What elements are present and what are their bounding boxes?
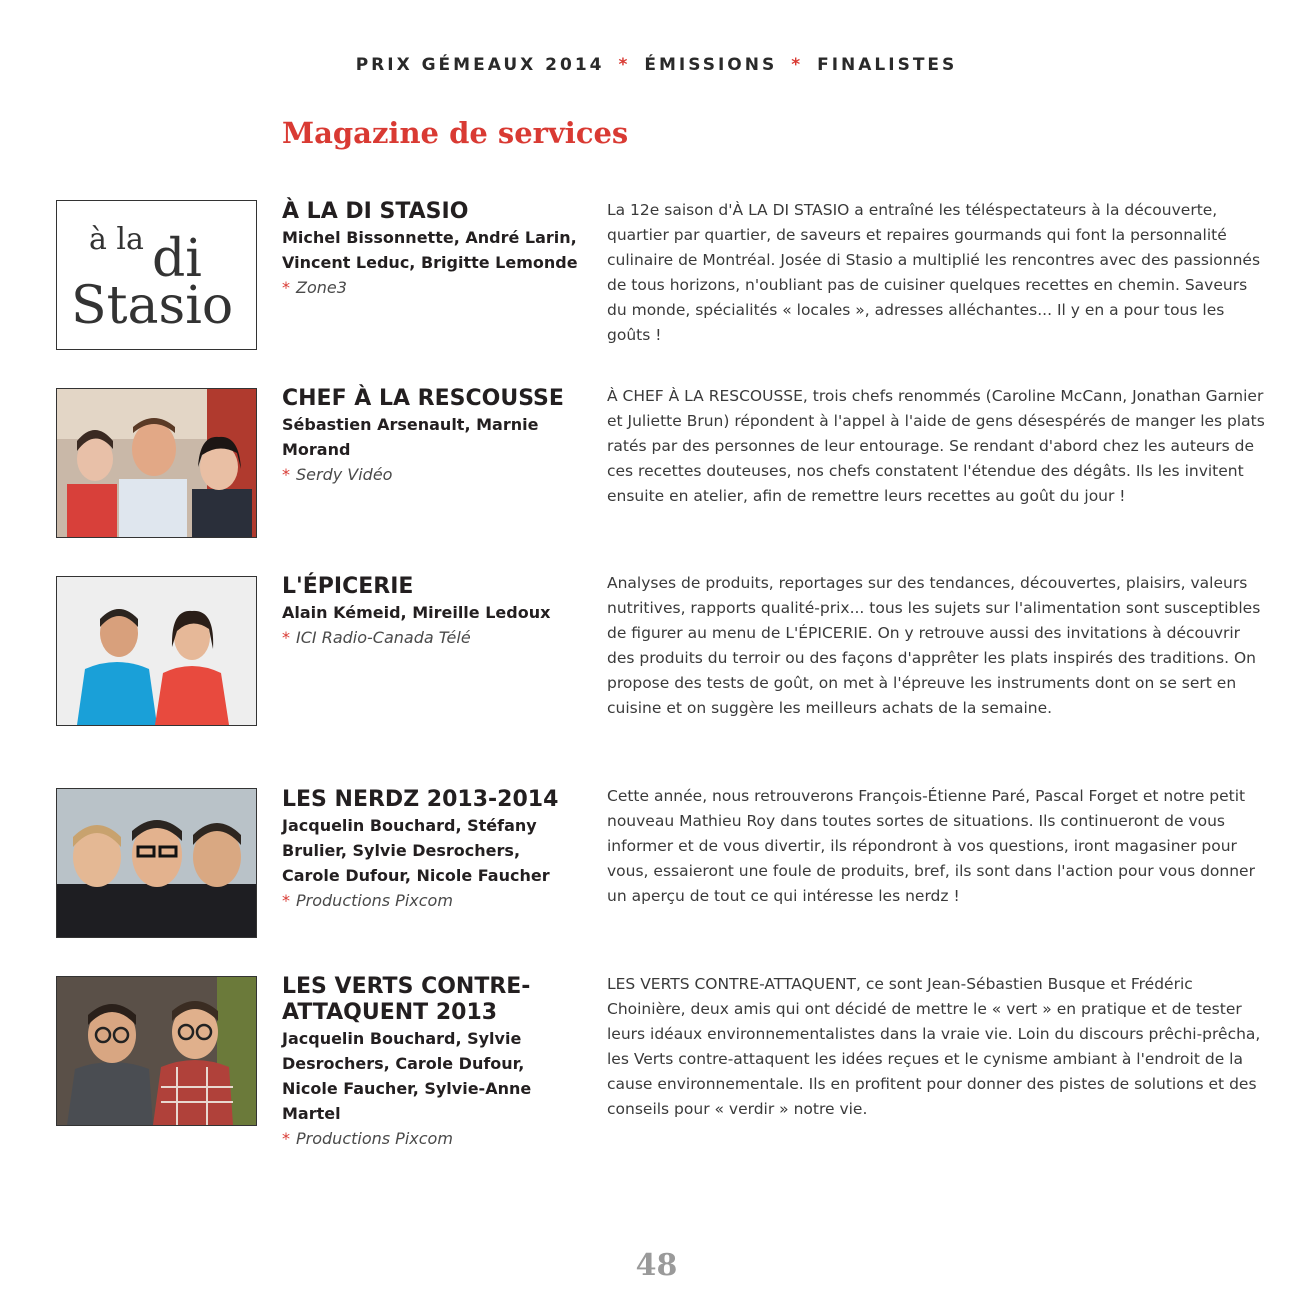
show-photo-les-nerdz bbox=[56, 788, 257, 938]
show-producer bbox=[282, 625, 582, 650]
show-description: À CHEF À LA RESCOUSSE, trois chefs renommés (Caroline McCann, Jonathan Garnier et Juliette Brun) répondent à l'appel à l'aide de gens désespérés de manger les plats ratés par des personnes de leur entourage. Se rendant d'abord chez les auteurs de ces recettes douteuses, nos chefs constatent l'étendue des dégâts. Ils les invitent ensuite en atelier, afin de remettre leurs recettes au goût du jour ! bbox=[607, 387, 1265, 505]
star-icon: * bbox=[282, 278, 290, 297]
show-title: LES VERTS CONTRE-ATTAQUENT 2013 bbox=[282, 974, 531, 1025]
show-photo-chef-a-la-rescousse bbox=[56, 388, 257, 538]
header-separator: * bbox=[791, 55, 804, 75]
show-logo-di-stasio bbox=[56, 200, 257, 350]
show-credits: Jacquelin Bouchard, Sylvie Desrochers, Carole Dufour, Nicole Faucher, Sylvie-Anne Martel bbox=[282, 1029, 532, 1123]
star-icon: * bbox=[282, 628, 290, 647]
show-description: Cette année, nous retrouverons François-Étienne Paré, Pascal Forget et notre petit nouveau Mathieu Roy dans toutes sortes de situations. Ils continueront de vous informer et de vous divertir, ils répondront à vos questions, iront magasiner pour vous, essaieront une foule de produits, bref, ils sont dans l'action pour vous donner un aperçu de tout ce qui intéresse les nerdz ! bbox=[607, 787, 1255, 905]
three-nerdz-photo bbox=[57, 789, 256, 937]
logo-text-mid: di bbox=[152, 229, 202, 289]
header-event: PRIX GÉMEAUX 2014 bbox=[355, 55, 605, 75]
show-title: L'ÉPICERIE bbox=[282, 574, 414, 599]
show-title: CHEF À LA RESCOUSSE bbox=[282, 386, 564, 411]
show-description: LES VERTS CONTRE-ATTAQUENT, ce sont Jean-Sébastien Busque et Frédéric Choinière, deux amis qui ont décidé de mettre le « vert » en pratique et de tester leurs idéaux environnementalistes dans la vraie vie. Loin du discours prêchi-prêcha, les Verts contre-attaquent les idées reçues et le cynisme ambiant à l'endroit de la cause environnementale. Ils en profitent pour donner des pistes de solutions et des conseils pour « verdir » notre vie. bbox=[607, 975, 1261, 1118]
page-number: 48 bbox=[635, 1248, 678, 1283]
producer-name: Serdy Vidéo bbox=[296, 465, 393, 484]
logo-text-bottom: Stasio bbox=[71, 276, 234, 336]
show-description: La 12e saison d'À LA DI STASIO a entraîné les téléspectateurs à la découverte, quartier par quartier, de saveurs et repaires gourmands qui font la personnalité culinaire de Montréal. Josée di Stasio a multiplié les rencontres avec des passionnés de tous horizons, n'oubliant pas de cuisiner quelques recettes en chemin. Saveurs du monde, spécialités « locales », adresses alléchantes... Il y en a pour tous les goûts ! bbox=[607, 201, 1261, 344]
show-photo-l-epicerie bbox=[56, 576, 257, 726]
producer-name: ICI Radio-Canada Télé bbox=[296, 628, 471, 647]
entry-meta bbox=[282, 386, 582, 487]
logo-text-top: à la bbox=[89, 222, 144, 257]
star-icon: * bbox=[282, 465, 290, 484]
show-producer bbox=[282, 888, 582, 913]
producer-name: Productions Pixcom bbox=[296, 1129, 453, 1148]
show-credits: Jacquelin Bouchard, Stéfany Brulier, Sylvie Desrochers, Carole Dufour, Nicole Faucher bbox=[282, 816, 550, 885]
show-producer bbox=[282, 275, 582, 300]
section-title: Magazine de services bbox=[282, 116, 629, 150]
producer-name: Zone3 bbox=[296, 278, 347, 297]
producer-name: Productions Pixcom bbox=[296, 891, 453, 910]
header-status: FINALISTES bbox=[817, 55, 958, 75]
show-description: Analyses de produits, reportages sur des tendances, découvertes, plaisirs, valeurs nutritives, rapports qualité-prix... tous les sujets sur l'alimentation sont susceptibles de figurer au menu de L'ÉPICERIE. On y retrouve aussi des invitations à découvrir des produits du terroir ou des façons d'apprêter les plats inspirés des traditions. On propose des tests de goût, on met à l'épreuve les instruments dont on se sert en cuisine et on suggère les meilleurs achats de la semaine. bbox=[607, 574, 1261, 717]
two-hosts-photo bbox=[57, 577, 256, 725]
header-category: ÉMISSIONS bbox=[644, 55, 778, 75]
entry-meta bbox=[282, 974, 582, 1151]
di-stasio-logo-image bbox=[57, 201, 256, 349]
page-header bbox=[0, 55, 1313, 75]
show-credits: Alain Kémeid, Mireille Ledoux bbox=[282, 603, 551, 622]
show-photo-les-verts bbox=[56, 976, 257, 1126]
show-credits: Sébastien Arsenault, Marnie Morand bbox=[282, 415, 539, 459]
two-hosts-verts-photo bbox=[57, 977, 256, 1125]
entry-meta bbox=[282, 787, 582, 913]
entry-meta bbox=[282, 199, 582, 300]
show-title: LES NERDZ 2013-2014 bbox=[282, 787, 559, 812]
star-icon: * bbox=[282, 1129, 290, 1148]
three-chefs-photo bbox=[57, 389, 256, 537]
star-icon: * bbox=[282, 891, 290, 910]
show-credits: Michel Bissonnette, André Larin, Vincent Leduc, Brigitte Lemonde bbox=[282, 228, 578, 272]
show-producer bbox=[282, 1126, 582, 1151]
show-producer bbox=[282, 462, 582, 487]
header-separator: * bbox=[618, 55, 631, 75]
show-title: À LA DI STASIO bbox=[282, 199, 469, 224]
entry-meta bbox=[282, 574, 582, 650]
